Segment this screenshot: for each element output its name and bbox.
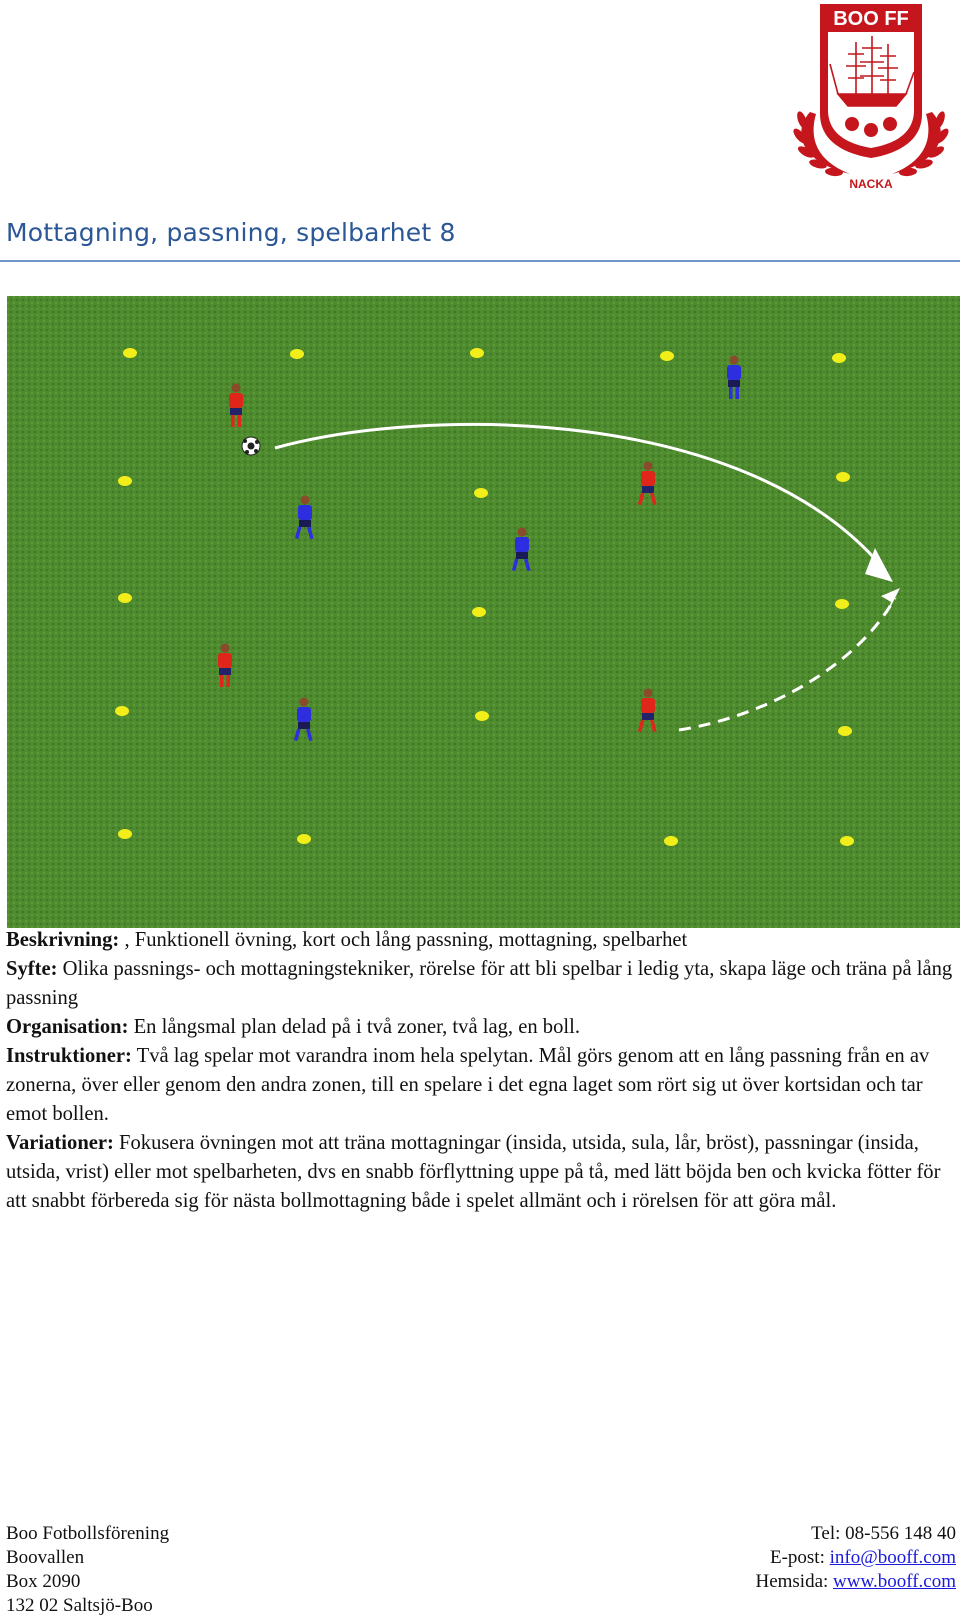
logo-bottom-text: NACKA xyxy=(849,177,893,191)
section-label: Organisation: xyxy=(6,1016,129,1038)
cone xyxy=(835,599,849,609)
club-logo xyxy=(790,2,952,192)
cone xyxy=(664,836,678,846)
cone xyxy=(290,349,304,359)
section-text: , Funktionell övning, kort och lång passning, mottagning, spelbarhet xyxy=(119,929,688,951)
cone xyxy=(838,726,852,736)
ball-icon xyxy=(883,117,897,131)
section-syfte xyxy=(6,955,956,1013)
section-instruktioner xyxy=(6,1042,956,1129)
exercise-description xyxy=(6,926,956,1216)
section-variationer xyxy=(6,1129,956,1216)
cone xyxy=(836,472,850,482)
email-link[interactable]: info@booff.com xyxy=(829,1547,956,1568)
cone xyxy=(472,607,486,617)
cone xyxy=(840,836,854,846)
ball-icon xyxy=(864,123,878,137)
footer-web-label: Hemsida: xyxy=(755,1571,834,1592)
section-beskrivning xyxy=(6,926,956,955)
footer-postal: 132 02 Saltsjö-Boo xyxy=(6,1595,153,1616)
cone xyxy=(832,353,846,363)
cone xyxy=(118,593,132,603)
footer-contact xyxy=(755,1522,956,1594)
title-divider xyxy=(0,260,960,262)
cone xyxy=(118,829,132,839)
cone xyxy=(474,488,488,498)
cone xyxy=(118,476,132,486)
soccer-ball-icon xyxy=(242,437,260,455)
footer-address xyxy=(6,1522,169,1618)
footer-web-line xyxy=(755,1570,956,1594)
section-text: Två lag spelar mot varandra inom hela spelytan. Mål görs genom att en lång passning från en av zonerna, över eller genom den andra zonen, till en spelare i det egna laget som rört sig ut över kortsidan och tar emot bollen. xyxy=(6,1045,930,1125)
footer-email-line xyxy=(755,1546,956,1570)
section-label: Syfte: xyxy=(6,958,58,980)
cone xyxy=(470,348,484,358)
footer-venue: Boovallen xyxy=(6,1547,85,1568)
cone xyxy=(297,834,311,844)
section-label: Beskrivning: xyxy=(6,929,120,951)
website-link[interactable]: www.booff.com xyxy=(833,1571,956,1592)
cone xyxy=(475,711,489,721)
logo-top-text: BOO FF xyxy=(833,8,909,30)
footer-phone: Tel: 08-556 148 40 xyxy=(811,1523,956,1544)
section-label: Variationer: xyxy=(6,1132,114,1154)
cone xyxy=(660,351,674,361)
footer-email-label: E-post: xyxy=(769,1547,830,1568)
cone xyxy=(123,348,137,358)
footer-box: Box 2090 xyxy=(6,1571,81,1592)
section-text: En långsmal plan delad på i två zoner, två lag, en boll. xyxy=(128,1016,580,1038)
cone xyxy=(115,706,129,716)
section-organisation xyxy=(6,1013,956,1042)
ball-icon xyxy=(845,117,859,131)
section-text: Olika passnings- och mottagningstekniker, rörelse för att bli spelbar i ledig yta, skapa läge och träna på lång passning xyxy=(6,958,953,1009)
field-diagram xyxy=(7,296,960,928)
section-label: Instruktioner: xyxy=(6,1045,132,1067)
page-title: Mottagning, passning, spelbarhet 8 xyxy=(6,218,456,247)
section-text: Fokusera övningen mot att träna mottagningar (insida, utsida, sula, lår, bröst), passningar (insida, utsida, vrist) eller mot spelbarheten, dvs en snabb förflyttning uppe på tå, med lätt böjda ben och kvicka fötter för att snabbt förbereda sig för nästa bollmottagning både i spelet allmänt och i rörelsen för att göra mål. xyxy=(6,1132,941,1212)
footer-org-name: Boo Fotbollsförening xyxy=(6,1523,170,1544)
